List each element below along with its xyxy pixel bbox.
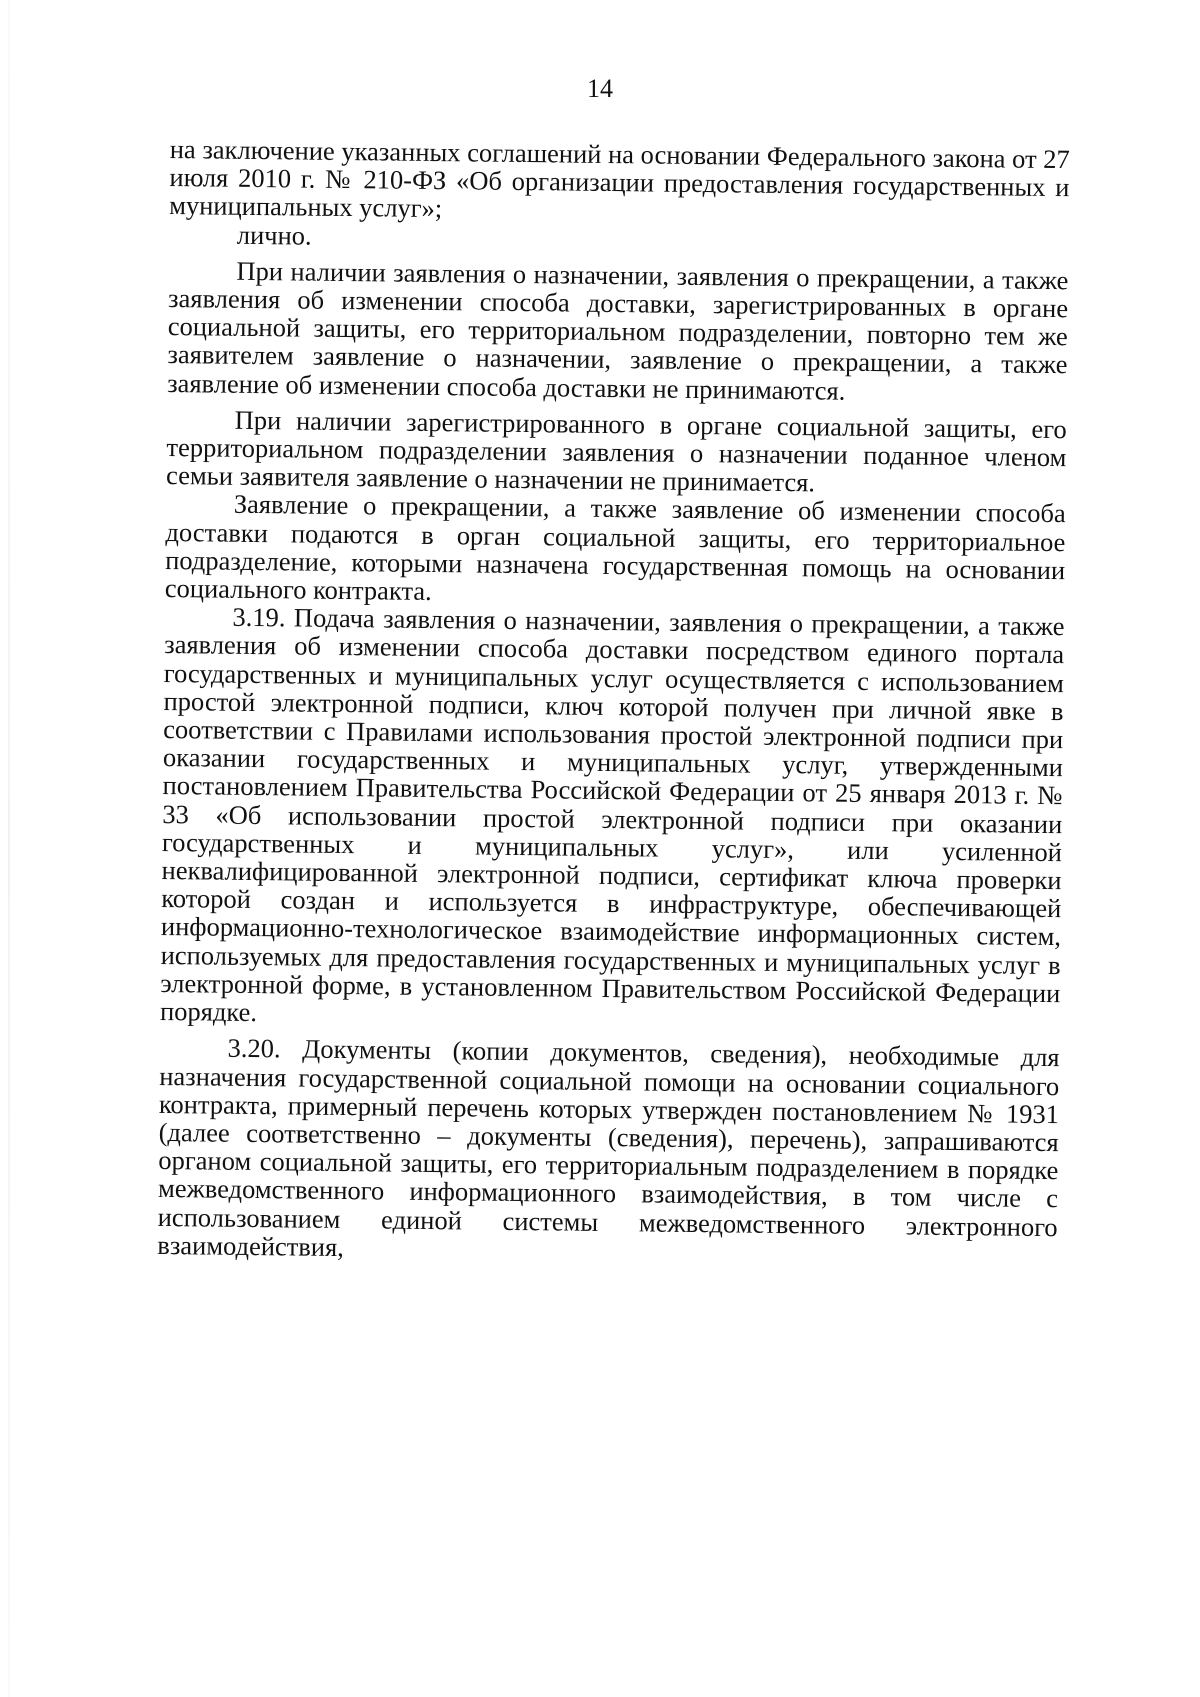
page-number: 14: [587, 74, 613, 103]
paragraph-family-member-application: При наличии зарегистрированного в органе социальной защиты, его территориальном подразделении заявления о назначении поданное членом семьи заявителя заявление о назначении не принимается.: [165, 404, 1067, 498]
paragraph-termination-delivery: Заявление о прекращении, а также заявление об изменении способа доставки подаются в орган социальной защиты, его территориальное подразделение, которыми назначена государственная помощь на основании социального контракта.: [164, 489, 1066, 607]
scan-edge: [8, 0, 10, 1697]
paragraph-3-20: 3.20. Документы (копии документов, сведения), необходимые для назначения государственной социальной помощи на основании социального контракта, примерный перечень которых утвержден постановлением № 1931 (далее соответственно – документы (сведения), перечень), запрашиваются органом социальной защиты, его территориальным подразделением в порядке межведомственного информационного взаимодействия, в том числе с использованием единой системы межведомственного электронного взаимодействия,: [157, 1033, 1060, 1262]
document-body: [157, 135, 1070, 1269]
paragraph-personally: лично.: [236, 219, 312, 251]
paragraph-3-19: 3.19. Подача заявления о назначении, заявления о прекращении, а также заявления об изменении способа доставки посредством единого портала государственных и муниципальных услуг осуществляется с использованием простой электронной подписи, ключ которой получен при личной явке в соответствии с Правилами использования простой электронной подписи при оказании государственных и муниципальных услуг, утвержденными постановлением Правительства Российской Федерации от 25 января 2013 г. № 33 «Об использовании простой электронной подписи при оказании государственных и муниципальных услуг», или усиленной неквалифицированной электронной подписи, сертификат ключа проверки которой создан и используется в инфраструктуре, обеспечивающей информационно-технологическое взаимодействие информационных систем, используемых для предоставления государственных и муниципальных услуг в электронной форме, в установленном Правительством Российской Федерации порядке.: [159, 601, 1065, 1028]
paragraph-continuation: на заключение указанных соглашений на основании Федерального закона от 27 июля 2010 г. № 210-ФЗ «Об организации предоставления государственных и муниципальных услуг»;: [169, 134, 1070, 224]
paragraph-duplicate-applications: При наличии заявления о назначении, заявления о прекращении, а также заявления об изменении способа доставки, зарегистрированных в органе социальной защиты, его территориальном подразделении, повторно тем же заявителем заявление о назначении, заявление о прекращении, а также заявление об изменении способа доставки не принимаются.: [167, 255, 1069, 406]
